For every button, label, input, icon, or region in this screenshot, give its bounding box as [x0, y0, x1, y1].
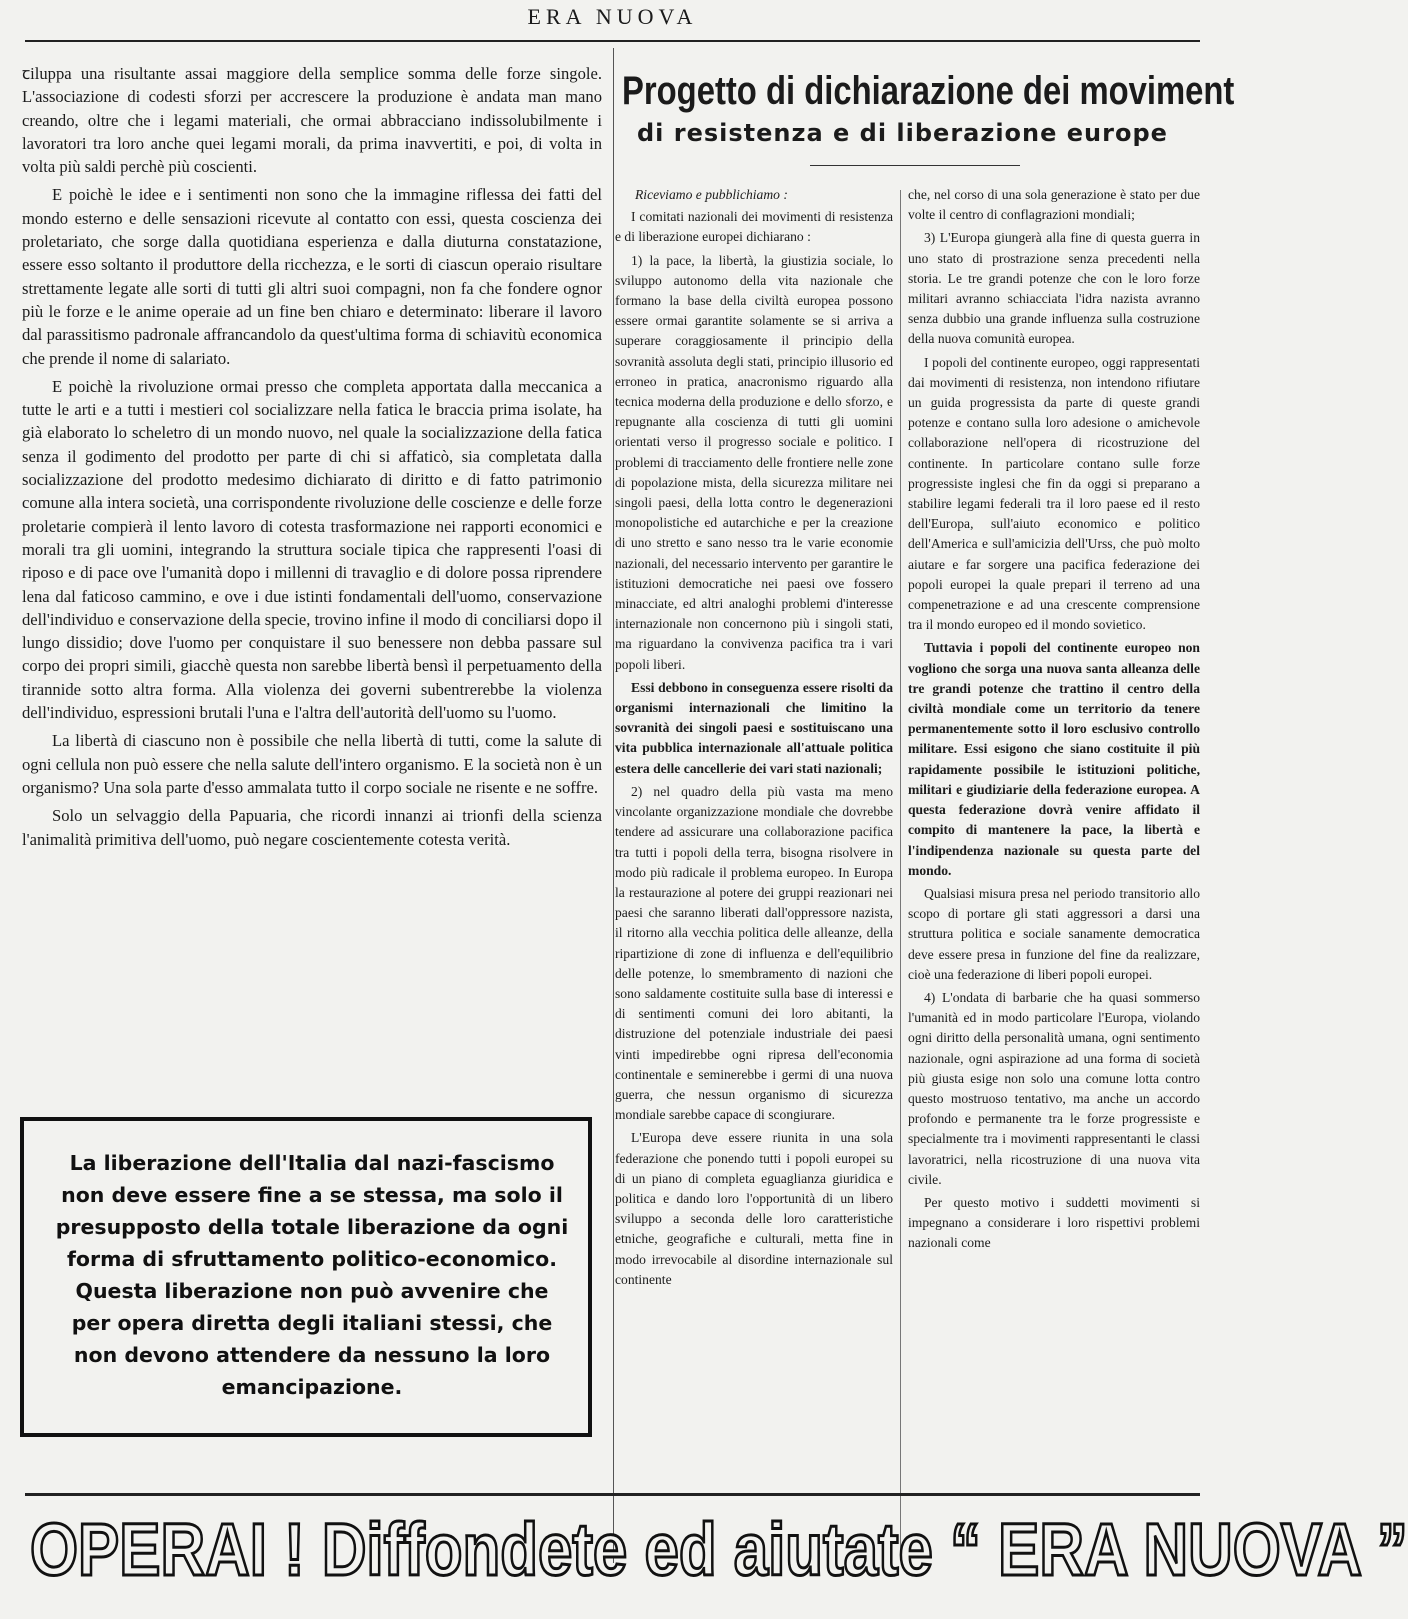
article-headline: Progetto di dichiarazione dei moviment [622, 69, 1235, 113]
article-paragraph: 3) L'Europa giungerà alla fine di questa guerra in uno stato di prostrazione senza precedenti nella storia. Le tre grandi potenze che con le loro forze militari avranno schiacciata l'idra nazista avranno senza dubbio una grande influenza sulla costruzione della nuova comunità europea. [908, 230, 1200, 347]
bottom-banner: OPERAI ! Diffondete ed aiutate “ ERA NUOVA ” [30, 1508, 1408, 1591]
article-subheadline: di resistenza e di liberazione europe [637, 119, 1168, 147]
top-rule [25, 40, 1200, 42]
article-paragraph: 2) nel quadro della più vasta ma meno vincolante organizzazione mondiale che dovrebbe tendere ad assicurare una collaborazione pacifica tra tutti i popoli della terra, bisogna risolvere in modo più radicale il problema europeo. In Europa la restaurazione al potere dei gruppi reazionari nei paesi che saranno liberati dall'oppressore nazista, il ritorno alla vecchia politica delle alleanze, della ripartizione di zone di influenza e dell'equilibrio delle potenze, lo smembramento di nazioni che sono saldamente costituite sulla base di interessi e di sentimenti comuni dei loro abitanti, la distruzione del potenziale industriale dei paesi vinti impedirebbe ogni ripresa dell'economia continentale e seminerebbe i germi di una nuova guerra, che nessun organismo di sicurezza mondiale sarebbe capace di scongiurare. [615, 783, 893, 1123]
article-column-1 [615, 185, 893, 1293]
article-paragraph: I popoli del continente europeo, oggi rappresentati dai movimenti di resistenza, non intendono rifiutare un guida progressista da parte di queste grandi potenze e contano sulla loro adesione o amichevole collaborazione nell'opera di ricostruzione del continente. In particolare contano sulle forze progressiste inglesi che fin da oggi si preparano a stabilire legami federali tra il loro paese ed il resto dell'Europa, sull'aiuto economico e politico dell'America e sull'amicizia dell'Urss, che può molto aiutare e far sorgere una pacifica federazione dei popoli europei la quale prepari il terreno ad una compenetrazione e ad una crescente comprensione tra il mondo europeo ed il mondo sovietico. [908, 354, 1200, 633]
article-paragraph: L'Europa deve essere riunita in una sola federazione che ponendo tutti i popoli europei su di un piano di completa eguaglianza giuridica e politica e dando loro l'opportunità di un libero sviluppo a seconda delle loro caratteristiche etniche, geografiche e culturali, metta fine in modo irrevocabile al disordine internazionale sul continente [615, 1130, 893, 1287]
article-paragraph: Qualsiasi misura presa nel periodo transitorio allo scopo di portare gli stati aggressori a darsi una struttura politica e sociale sanamente democratica deve essere presa in funzione del fine da realizzare, cioè una federazione di liberi popoli europei. [908, 885, 1200, 982]
box-paragraph: La liberazione dell'Italia dal nazi-fascismo non deve essere fine a se stessa, ma solo il presupposto della totale liberazione da ogni forma di sfruttamento politico-economico. [55, 1151, 569, 1271]
article-paragraph: 1) la pace, la libertà, la giustizia sociale, lo sviluppo autonomo della vita nazionale che formano la base della civiltà europea possono essere ormai garantite solamente se si arriva a superare coraggiosamente il principio della sovranità assoluta degli stati, principio illusorio ed erroneo in pratica, anacronismo riguardo alla tecnica moderna della produzione e dello sforzo, e repugnante alla coscienza di tutti gli uomini orientati verso il progresso sociale e politico. I problemi di tracciamento delle frontiere nelle zone di popolazione mista, della sicurezza militare nei singoli paesi, della lotta contro le degenerazioni monopolistiche ed autarchiche e per la creazione di uno stretto e sano nesso tra le varie economie nazionali, del necessario intervento per garantire le istituzioni democratiche nei paesi ove fossero minacciate, ed altri analoghi problemi d'interesse internazionale non concernono più i singoli stati, ma riguardano la convivenza pacifica tra i vari popoli liberi. [615, 252, 893, 672]
masthead: ERA NUOVA [527, 4, 698, 29]
left-paragraph: E poichè le idee e i sentimenti non sono che la immagine riflessa dei fatti del mondo esterno e delle sensazioni ricevute al contatto con essi, questa coscienza dei proletariato, che sorge dalla quotidiana esperienza e dalla diuturna constatazione, essere esso soltanto il produttore della ricchezza, e le sorti di ciascun operaio risultare strettamente legate alle sorti di tutti gli altri suoi compagni, non fa che fondere ognor più le forze e le anime operaie ad un fine ben chiaro e determinato: liberare il lavoro dal parassitismo padronale affrancandolo da quest'ultima forma di schiavitù economica che prende il nome di salariato. [22, 185, 602, 368]
left-paragraph: La libertà di ciascuno non è possibile che nella libertà di tutti, come la salute di ogni cellula non può essere che nella salute dell'intero organismo. E la società non è un organismo? Una sola parte d'esso ammalata tutto il corpo sociale ne risente e ne soffre. [22, 731, 602, 797]
boxed-statement-text [54, 1147, 570, 1403]
article-paragraph: Tuttavia i popoli del continente europeo non vogliono che sorga una nuova santa alleanza delle tre grandi potenze che trattino il centro della civiltà mondiale come un territorio da tenere permanentemente sotto il loro esclusivo controllo militare. Essi esigono che siano costituite il più rapidamente possibile le istituzioni politiche, militari e giudiziarie della federazione europea. A questa federazione dovrà venire affidato il compito di mantenere la pace, la libertà e l'indipendenza nazionale su questa parte del mondo. [908, 640, 1200, 878]
left-paragraph: ꞇiluppa una risultante assai maggiore della semplice somma delle forze singole. L'associazione di codesti sforzi per accrescere la produzione è andata man mano creando, oltre che i legami materiali, che ormai abbracciano indissolubilmente i lavoratori tra loro anche quei legami morali, da prima inavvertiti, e poi, di volta in volta più saldi perchè più coscienti. [22, 64, 602, 177]
boxed-statement [20, 1117, 592, 1437]
article-paragraph: I comitati nazionali dei movimenti di resistenza e di liberazione europei dichiarano : [615, 209, 893, 245]
article-paragraph: 4) L'ondata di barbarie che ha quasi sommerso l'umanità ed in modo particolare l'Europa, violando ogni diritto della personalità umana, ogni sentimento nazionale, ogni aspirazione ad una forma di società più giusta esige non solo una comune lotta contro questo mostruoso tentativo, ma anche un accordo profondo e permanente tra le forze progressiste e specialmente tra i movimenti rappresentanti le classi lavoratrici, nella ricostruzione di una nuova vita civile. [908, 989, 1200, 1187]
column-divider-article [900, 190, 901, 1560]
article-intro: Riceviamo e pubblichiamo : [635, 187, 788, 202]
left-paragraph: E poichè la rivoluzione ormai presso che completa apportata dalla meccanica a tutte le arti e a tutti i mestieri col socializzare nella fatica le braccia prima isolate, ha già elaborato lo scheletro di un mondo nuovo, nel quale la socializzazione della fatica senza il godimento del prodotto per parte di chi si affaticò, sia completata dalla socializzazione del prodotto medesimo dichiarato di diritto e di fatto patrimonio comune alla intera società, una corrispondente rivoluzione delle coscienze e delle forze proletarie compierà il lento lavoro di cotesta trasformazione nei rapporti economici e morali tra gli uomini, integrando la struttura sociale tipica che rappresenti l'oasi di riposo e di pace ove l'umanità dopo i millenni di travaglio e di dolore possa riprendere lena dal faticoso cammino, e ove i due istinti fondamentali dell'uomo, conservazione dell'individuo e conservazione della specie, trovino infine il modo di conciliarsi dopo il lungo dissidio; dove l'uomo per conquistare il suo benessere non debba passare sul corpo dei propri simili, giacchè questa non sarebbe libertà bensì il perpetuamento della tirannide sotto altra forma. Alla violenza dei governi subentrerebbe la violenza dell'individuo, espressioni brutali l'una e l'altra dell'autorità dell'uomo su l'uomo. [22, 376, 602, 723]
left-paragraph: Solo un selvaggio della Papuaria, che ricordi innanzi ai trionfi della scienza l'animalità primitiva dell'uomo, può negare coscientemente cotesta verità. [22, 806, 602, 849]
headline-rule [810, 165, 1020, 166]
article-paragraph: che, nel corso di una sola generazione è stato per due volte il centro di conflagrazioni mondiali; [908, 187, 1200, 223]
box-paragraph: Questa liberazione non può avvenire che per opera diretta degli italiani stessi, che non devono attendere da nessuno la loro emancipazione. [71, 1279, 553, 1399]
column-divider [613, 48, 614, 1563]
article-paragraph: Per questo motivo i suddetti movimenti si impegnano a considerare i loro rispettivi problemi nazionali come [908, 1194, 1200, 1251]
article-paragraph: Essi debbono in conseguenza essere risolti da organismi internazionali che limitino la sovranità dei singoli paesi e sostituiscano una vita pubblica internazionale all'attuale politica estera delle cancellerie dei vari stati nazionali; [615, 679, 893, 776]
article-column-2 [908, 185, 1200, 1257]
bottom-rule [25, 1493, 1200, 1496]
left-column [22, 62, 602, 856]
